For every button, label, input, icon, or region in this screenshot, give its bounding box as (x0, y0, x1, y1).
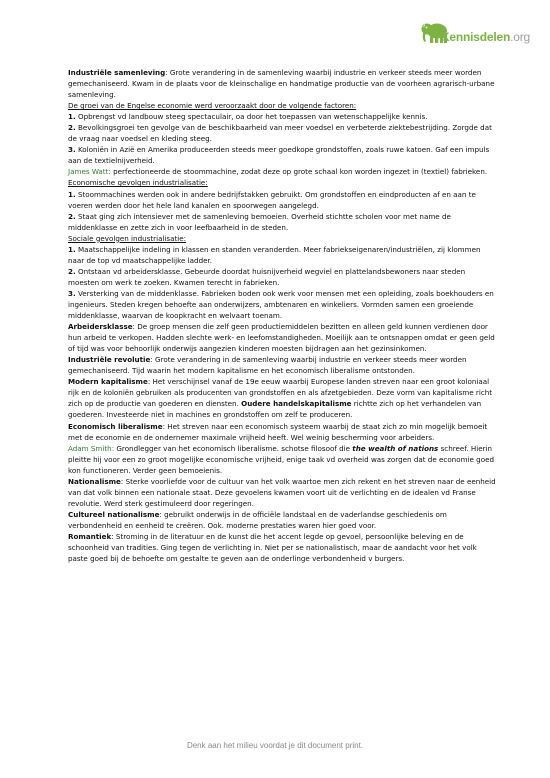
paragraph-economisch-liberalisme: Economisch liberalisme: Het streven naar een economisch systeem waarbij de staat zich zo min mogelijk bemoeit met de economie en de ondernemer maximale vrijheid heeft. Wel weinig bescherming voor arbeiders. (68, 421, 488, 442)
list-item: 1. Opbrengst vd landbouw steeg spectaculair, oa door het toepassen van wetenschappelijke kennis. (68, 112, 428, 122)
person-name: James Watt: (68, 167, 111, 177)
document-body (68, 67, 498, 564)
paragraph-industriele-revolutie: Industriële revolutie: Grote verandering in de samenleving waarbij industrie en verkeer steeds meer worden gemechaniseerd. Tijd waarin het modern kapitalisme en het economisch liberalisme ontstonden. (68, 355, 467, 376)
person-name: Adam Smith: (68, 443, 115, 453)
list-item: 3. Versterking van de middenklasse. Fabrieken boden ook werk voor mensen met een opleiding, zoals boekhouders en ingenieurs. Steden kregen behoefte aan onderwijzers, ambtenaren en winkeliers. Vormden samen een groeiende middenklasse, waarvan de koopkracht en welvaart toenam. (68, 288, 494, 321)
heading-economische-gevolgen: Economische gevolgen industrialisatie: (68, 178, 208, 188)
kennisdelen-logo[interactable] (421, 20, 530, 46)
list-item: 2. Bevolkingsgroei ten gevolge van de beschikbaarheid van meer voedsel en verbeterde ziektebestrijding. Zorgde dat de vraag naar voedsel en kleding steeg. (68, 123, 492, 144)
paragraph-adam-smith: Adam Smith: Grondlegger van het economisch liberalisme. schotse filosoof die the wealth of nations schreef. Hierin pleitte hij voor een zo groot mogelijke economische vrijheid, enige taak vd overheid was zorgen dat de economie goed kon functioneren. Verder geen bemoeienis. (68, 443, 495, 475)
heading-sociale-gevolgen: Sociale gevolgen industrialisatie: (68, 233, 187, 243)
paragraph-arbeidersklasse: Arbeidersklasse: De groep mensen die zelf geen productiemiddelen bezitten en alleen geld kunnen verdienen door hun arbeid te verkopen. Hadden slechte werk- en leefomstandigheden. Moeilijk aan te ontsnappen omdat er geen geld of tijd was voor behoorlijk onderwijs aangezien kinderen moesten bijdragen aan het gezinsinkomen. (68, 322, 495, 354)
logo-wordmark: Kennisdelen.org (440, 30, 530, 44)
heading-groei: De groei van de Engelse economie werd veroorzaakt door de volgende factoren: (68, 101, 357, 111)
paragraph-nationalisme: Nationalisme: Sterke voorliefde voor de cultuur van het volk waartoe men zich rekent en het streven naar de eenheid van dat volk binnen een nationale staat. Deze gevoelens kwamen voort uit de verlichting en de idealen vd Franse revolutie. Werd sterk gestimuleerd door regeringen. (68, 476, 496, 508)
definition: : Grote verandering in de samenleving waarbij industrie en verkeer steeds meer worden gemechaniseerd. Kwam in de plaats voor de kleinschalige en handmatige productie van de voorheen agrarisch-urbane samenleving. (68, 68, 495, 100)
paragraph-james-watt: James Watt: perfectioneerde de stoommachine, zodat deze op grote schaal kon worden ingezet in (textiel) fabrieken. (68, 167, 488, 177)
paragraph-industriele-samenleving (68, 67, 498, 100)
paragraph-modern-kapitalisme: Modern kapitalisme: Het verschijnsel vanaf de 19e eeuw waarbij Europese landen streven naar een groot koloniaal rijk en de koloniën gebruiken als producenten van grondstoffen en als afzetgebieden. Deze vorm van kapitalisme richt zich op de productie van goederen en diensten. Oudere handelskapitalisme richtte zich op het verhandelen van goederen. Investeerde niet in machines en grondstoffen om zelf te produceren. (68, 377, 493, 420)
paragraph-romantiek: Romantiek: Stroming in de literatuur en de kunst die het accent legde op gevoel, persoonlijke beleving en de schoonheid van tradities. Ging tegen de verlichting in. Niet per se nationalistisch, maar de aandacht voor het volk paste goed bij de behoefte om gestalte te geven aan de onderlinge verbondenheid v burgers. (68, 531, 477, 564)
list-item: 1. Maatschappelijke indeling in klassen en standen veranderden. Meer fabriekseigenaren/industriëlen, zij klommen naar de top vd maatschappelijke ladder. (68, 244, 481, 265)
term: Industriële samenleving (68, 68, 166, 77)
list-item: 2. Ontstaan vd arbeidersklasse. Gebeurde doordat huisnijverheid wegviel en plattelandsbewoners naar steden moesten om werk te zoeken. Kwamen terecht in fabrieken. (68, 266, 466, 287)
list-item: 1. Stoommachines werden ook in andere bedrijfstakken gebruikt. Om grondstoffen en eindproducten af en aan te voeren werden door het hele land kanalen en spoorwegen aangelegd. (68, 189, 476, 210)
book-title: the wealth of nations (352, 443, 439, 453)
list-item: 3. Koloniën in Azië en Amerika produceerden steeds meer goedkope grondstoffen, zoals ruwe katoen. Gaf een impuls aan de textielnijverheid. (68, 145, 490, 166)
list-item: 2. Staat ging zich intensiever met de samenleving bemoeien. Overheid stichtte scholen voor met name de middenklasse en zette zich in voor leefbaarheid in de steden. (68, 211, 451, 232)
footer-note: Denk aan het milieu voordat je dit document print. (186, 741, 364, 750)
paragraph-cultureel-nationalisme: Cultureel nationalisme: gebruikt onderwijs in de officiële landstaal en de vaderlandse geschiedenis om verbondenheid en eenheid te creëren. Ook. moderne prestaties waren hier goed voor. (68, 509, 447, 530)
